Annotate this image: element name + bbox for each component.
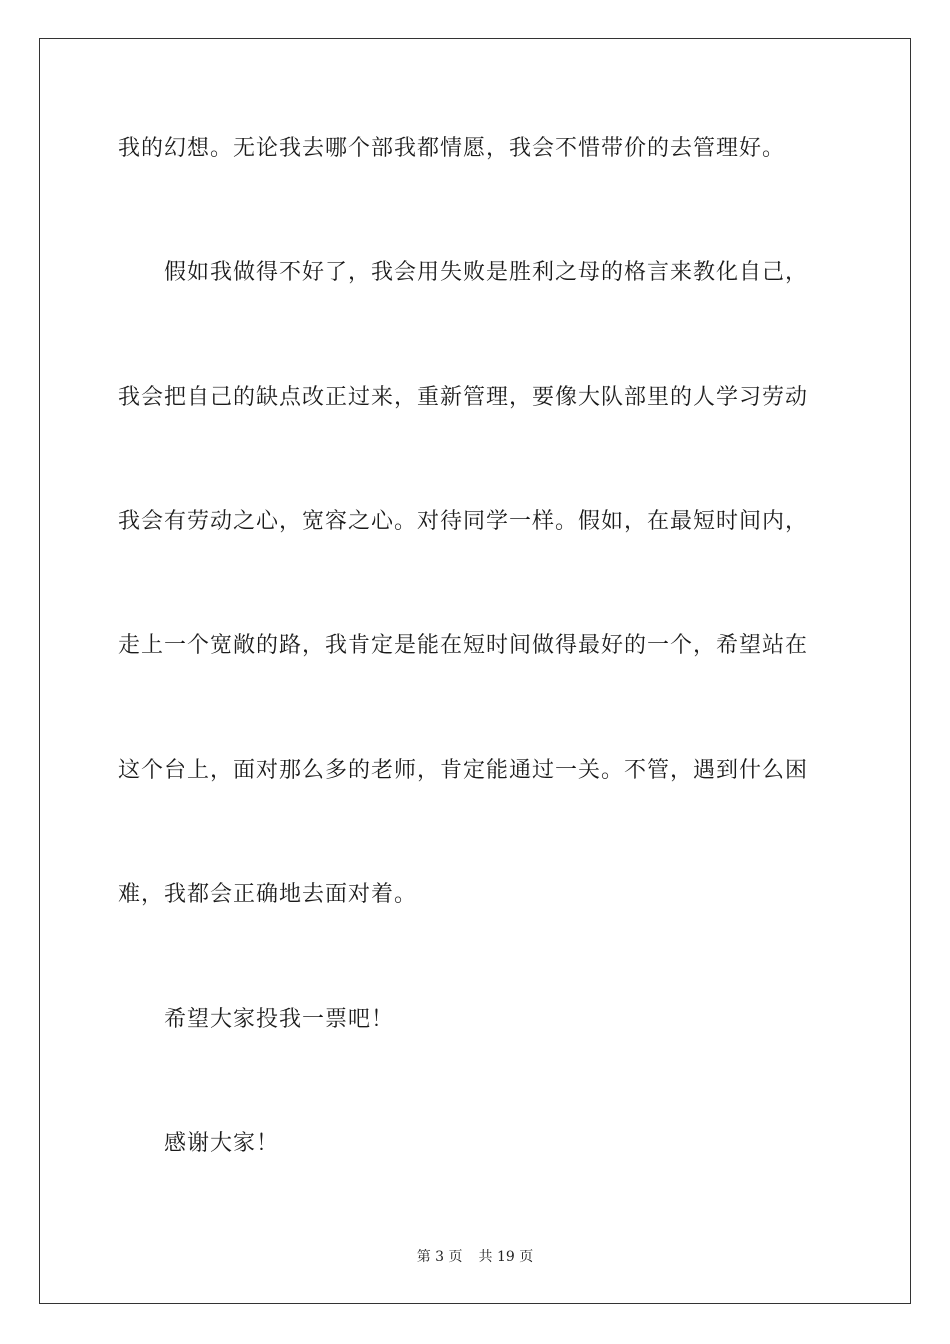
page-number: 第 3 页 <box>416 1249 463 1265</box>
body-line-9: 感谢大家！ <box>164 1131 280 1156</box>
body-line-3: 我会把自己的缺点改正过来，重新管理，要像大队部里的人学习劳动 <box>118 385 809 410</box>
body-line-1: 我的幻想。无论我去哪个部我都情愿，我会不惜带价的去管理好。 <box>118 136 786 161</box>
page-border <box>39 38 911 1304</box>
body-line-8: 希望大家投我一票吧！ <box>164 1007 395 1032</box>
body-line-4: 我会有劳动之心，宽容之心。对待同学一样。假如，在最短时间内， <box>118 509 809 534</box>
body-line-2: 假如我做得不好了，我会用失败是胜利之母的格言来教化自己， <box>164 260 809 285</box>
body-line-7: 难，我都会正确地去面对着。 <box>118 882 418 907</box>
page-total: 共 19 页 <box>478 1249 534 1265</box>
body-line-5: 走上一个宽敞的路，我肯定是能在短时间做得最好的一个，希望站在 <box>118 633 809 658</box>
body-line-6: 这个台上，面对那么多的老师，肯定能通过一关。不管，遇到什么困 <box>118 758 809 783</box>
page-footer <box>0 1248 950 1266</box>
